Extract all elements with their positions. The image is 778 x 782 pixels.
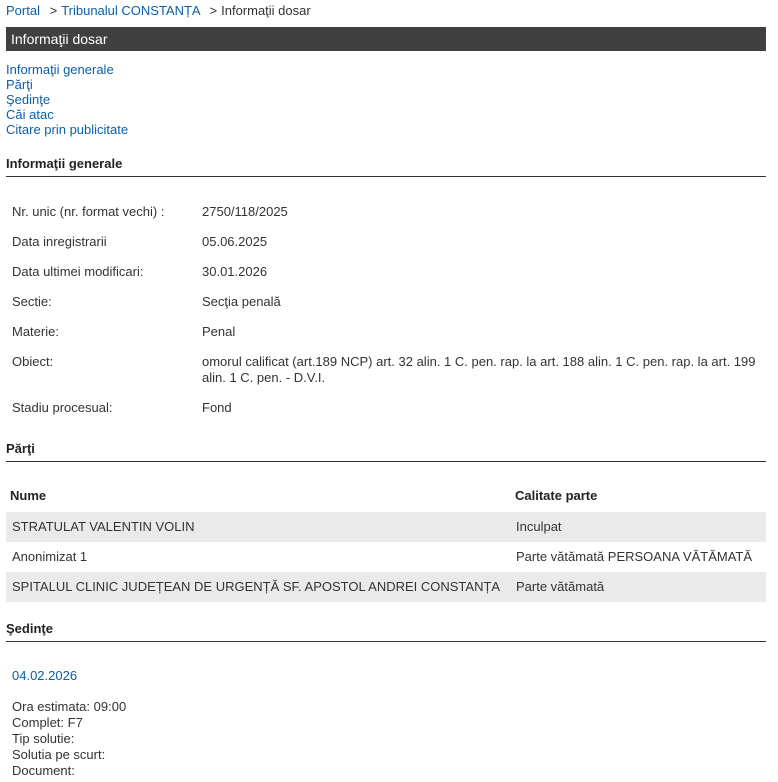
section-heading-sedinte: Şedinţe (6, 621, 766, 642)
breadcrumb-tribunal[interactable]: Tribunalul CONSTANȚA (61, 3, 200, 18)
field-value: Secţia penală (202, 294, 281, 309)
field-label: Data inregistrarii (12, 234, 107, 249)
field-label: Sectie: (12, 294, 52, 309)
field-label: Materie: (12, 324, 59, 339)
field-label: Nr. unic (nr. format vechi) : (12, 204, 165, 219)
page-title-bar (6, 27, 766, 51)
table-row (6, 572, 766, 602)
nav-link-citare[interactable]: Citare prin publicitate (6, 122, 129, 137)
field-value: Penal (202, 324, 236, 339)
table-row (6, 542, 766, 572)
section-heading-informatii-generale: Informaţii generale (6, 156, 766, 177)
breadcrumb-separator: > (49, 3, 58, 18)
breadcrumb (6, 3, 311, 18)
nav-link-cai-atac[interactable]: Căi atac (6, 107, 54, 122)
field-label: Obiect: (12, 354, 54, 369)
column-header-nume: Nume (10, 488, 47, 503)
page-title: Informaţii dosar (11, 31, 108, 47)
section-nav (6, 62, 128, 137)
breadcrumb-portal[interactable]: Portal (6, 3, 40, 18)
party-role: Inculpat (516, 519, 562, 534)
field-value: 2750/118/2025 (202, 204, 288, 219)
party-role: Parte vătămată PERSOANA VĂTĂMATĂ (516, 549, 753, 564)
field-label: Stadiu procesual: (12, 400, 113, 415)
field-value: 05.06.2025 (202, 234, 268, 249)
party-name: SPITALUL CLINIC JUDEȚEAN DE URGENȚĂ SF. APOSTOL ANDREI CONSTANȚA (12, 579, 501, 594)
section-heading-parti: Părţi (6, 441, 766, 462)
nav-link-parti[interactable]: Părţi (6, 77, 33, 92)
hearing-solution-summary: Solutia pe scurt: (12, 747, 106, 762)
party-name: STRATULAT VALENTIN VOLIN (12, 519, 195, 534)
hearing-details (12, 699, 126, 779)
field-label: Data ultimei modificari: (12, 264, 144, 279)
hearing-time: Ora estimata: 09:00 (12, 699, 127, 714)
field-value: Fond (202, 400, 232, 415)
breadcrumb-separator: > (209, 3, 218, 18)
hearing-solution-type: Tip solutie: (12, 731, 75, 746)
field-value: 30.01.2026 (202, 264, 268, 279)
hearing-date[interactable]: 04.02.2026 (12, 668, 78, 683)
breadcrumb-current: Informaţii dosar (221, 3, 311, 18)
hearing-document: Document: (12, 763, 75, 778)
field-value: omorul calificat (art.189 NCP) art. 32 alin. 1 C. pen. rap. la art. 188 alin. 1 C. pen. rap. la art. 199 alin. 1 C. pen. - D.V.I. (202, 354, 756, 385)
party-role: Parte vătămată (516, 579, 605, 594)
nav-link-informatii-generale[interactable]: Informaţii generale (6, 62, 114, 77)
column-header-calitate: Calitate parte (515, 488, 598, 503)
table-row (6, 512, 766, 542)
nav-link-sedinte[interactable]: Şedinţe (6, 92, 51, 107)
hearing-panel: Complet: F7 (12, 715, 83, 730)
party-name: Anonimizat 1 (12, 549, 88, 564)
